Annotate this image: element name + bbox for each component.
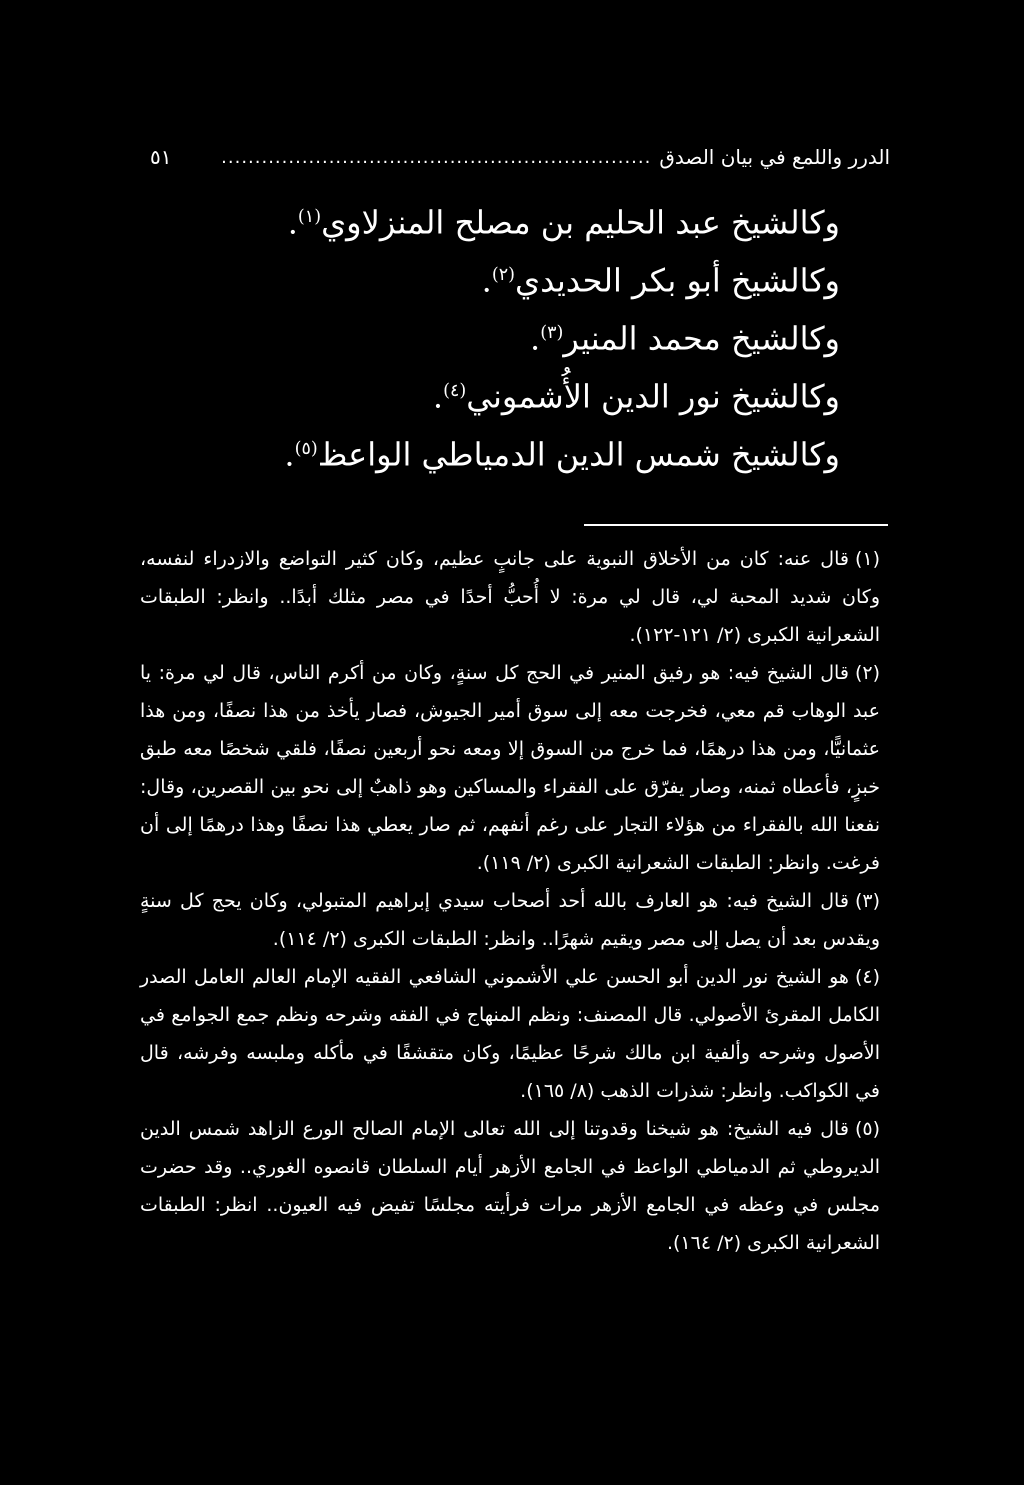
footnote-ref: (٢): [491, 265, 516, 285]
text-line: وكالشيخ عبد الحليم بن مصلح المنزلاوي$^{(١)}$.: [287, 203, 840, 242]
header-leader-dots: ................................................................: [221, 146, 652, 168]
footnote: [140, 540, 880, 654]
page-number: ٥١: [150, 145, 172, 169]
text-line: وكالشيخ أبو بكر الحديدي$^{(٢)}$.: [481, 261, 840, 300]
running-header: [150, 140, 890, 174]
footnote-number: (٤): [854, 966, 880, 988]
footnote-text: هو الشيخ نور الدين أبو الحسن علي الأشموني الشافعي الفقيه الإمام العالم العامل الصدر الكامل المقرئ الأصولي. قال المصنف: ونظم المنهاج في الفقه وشرحه ونظم جمع الجوامع في الأصول وشرحه وألفية ابن مالك شرحًا عظيمًا، وكان متقشفًا في مأكله وملبسه وفرشه، قال في الكواكب. وانظر: شذرات الذهب (٨/ ١٦٥).: [140, 966, 880, 1102]
text-line: وكالشيخ نور الدين الأُشموني$^{(٤)}$.: [432, 377, 840, 416]
footnote-ref: (٣): [540, 323, 564, 343]
footnote-number: (٢): [854, 662, 880, 684]
footnote-text: قال الشيخ فيه: هو رفيق المنير في الحج كل سنةٍ، وكان من أكرم الناس، قال لي مرة: يا عبد الوهاب قم معي، فخرجت معه إلى سوق أمير الجيوش، فصار يأخذ من هذا نصفًا، ومن هذا عثمانيًّا، ومن هذا درهمًا، فما خرج من السوق إلا ومعه نحو أربعين نصفًا، فلقي شخصًا معه طبق خبزٍ، فأعطاه ثمنه، وصار يفرّق على الفقراء والمساكين وهو ذاهبٌ إلى نحو بين القصرين، وقال: نفعنا الله بالفقراء من هؤلاء التجار على رغم أنفهم، ثم صار يعطي هذا نصفًا وهذا درهمًا إلى أن فرغت. وانظر: الطبقات الشعرانية الكبرى (٢/ ١١٩).: [140, 662, 880, 874]
footnote-number: (١): [854, 548, 880, 570]
footnote-text: قال فيه الشيخ: هو شيخنا وقدوتنا إلى الله تعالى الإمام الصالح الورع الزاهد شمس الدين الديروطي ثم الدمياطي الواعظ في الجامع الأزهر أيام السلطان قانصوه الغوري.. وقد حضرت مجلس في وعظه في الجامع الأزهر مرات فرأيته مجلسًا تفيض فيه العيون.. انظر: الطبقات الشعرانية الكبرى (٢/ ١٦٤).: [140, 1118, 880, 1254]
footnote: [140, 1110, 880, 1262]
footnotes: [140, 540, 880, 1262]
footnote-number: (٥): [854, 1118, 880, 1140]
footnote: [140, 958, 880, 1110]
footnote: [140, 654, 880, 882]
footnote: [140, 882, 880, 958]
header-title: الدرر واللمع في بيان الصدق: [659, 145, 890, 169]
footnote-text: قال عنه: كان من الأخلاق النبوية على جانبٍ عظيم، وكان كثير التواضع والازدراء لنفسه، وكان شديد المحبة لي، قال لي مرة: لا أُحبُّ أحدًا في مصر مثلك أبدًا.. وانظر: الطبقات الشعرانية الكبرى (٢/ ١٢١-١٢٢).: [140, 548, 880, 646]
footnote-number: (٣): [854, 890, 880, 912]
footnote-separator: [584, 524, 888, 526]
text-line: وكالشيخ شمس الدين الدمياطي الواعظ$^{(٥)}$.: [284, 435, 840, 474]
footnote-text: قال الشيخ فيه: هو العارف بالله أحد أصحاب سيدي إبراهيم المتبولي، وكان يحج كل سنةٍ ويقدس بعد أن يصل إلى مصر ويقيم شهرًا.. وانظر: الطبقات الكبرى (٢/ ١١٤).: [140, 890, 880, 950]
text-line: وكالشيخ محمد المنير$^{(٣)}$.: [530, 319, 840, 358]
main-text: [284, 188, 840, 478]
footnote-ref: (١): [297, 207, 322, 227]
footnote-ref: (٥): [294, 439, 318, 459]
footnote-ref: (٤): [443, 381, 467, 401]
